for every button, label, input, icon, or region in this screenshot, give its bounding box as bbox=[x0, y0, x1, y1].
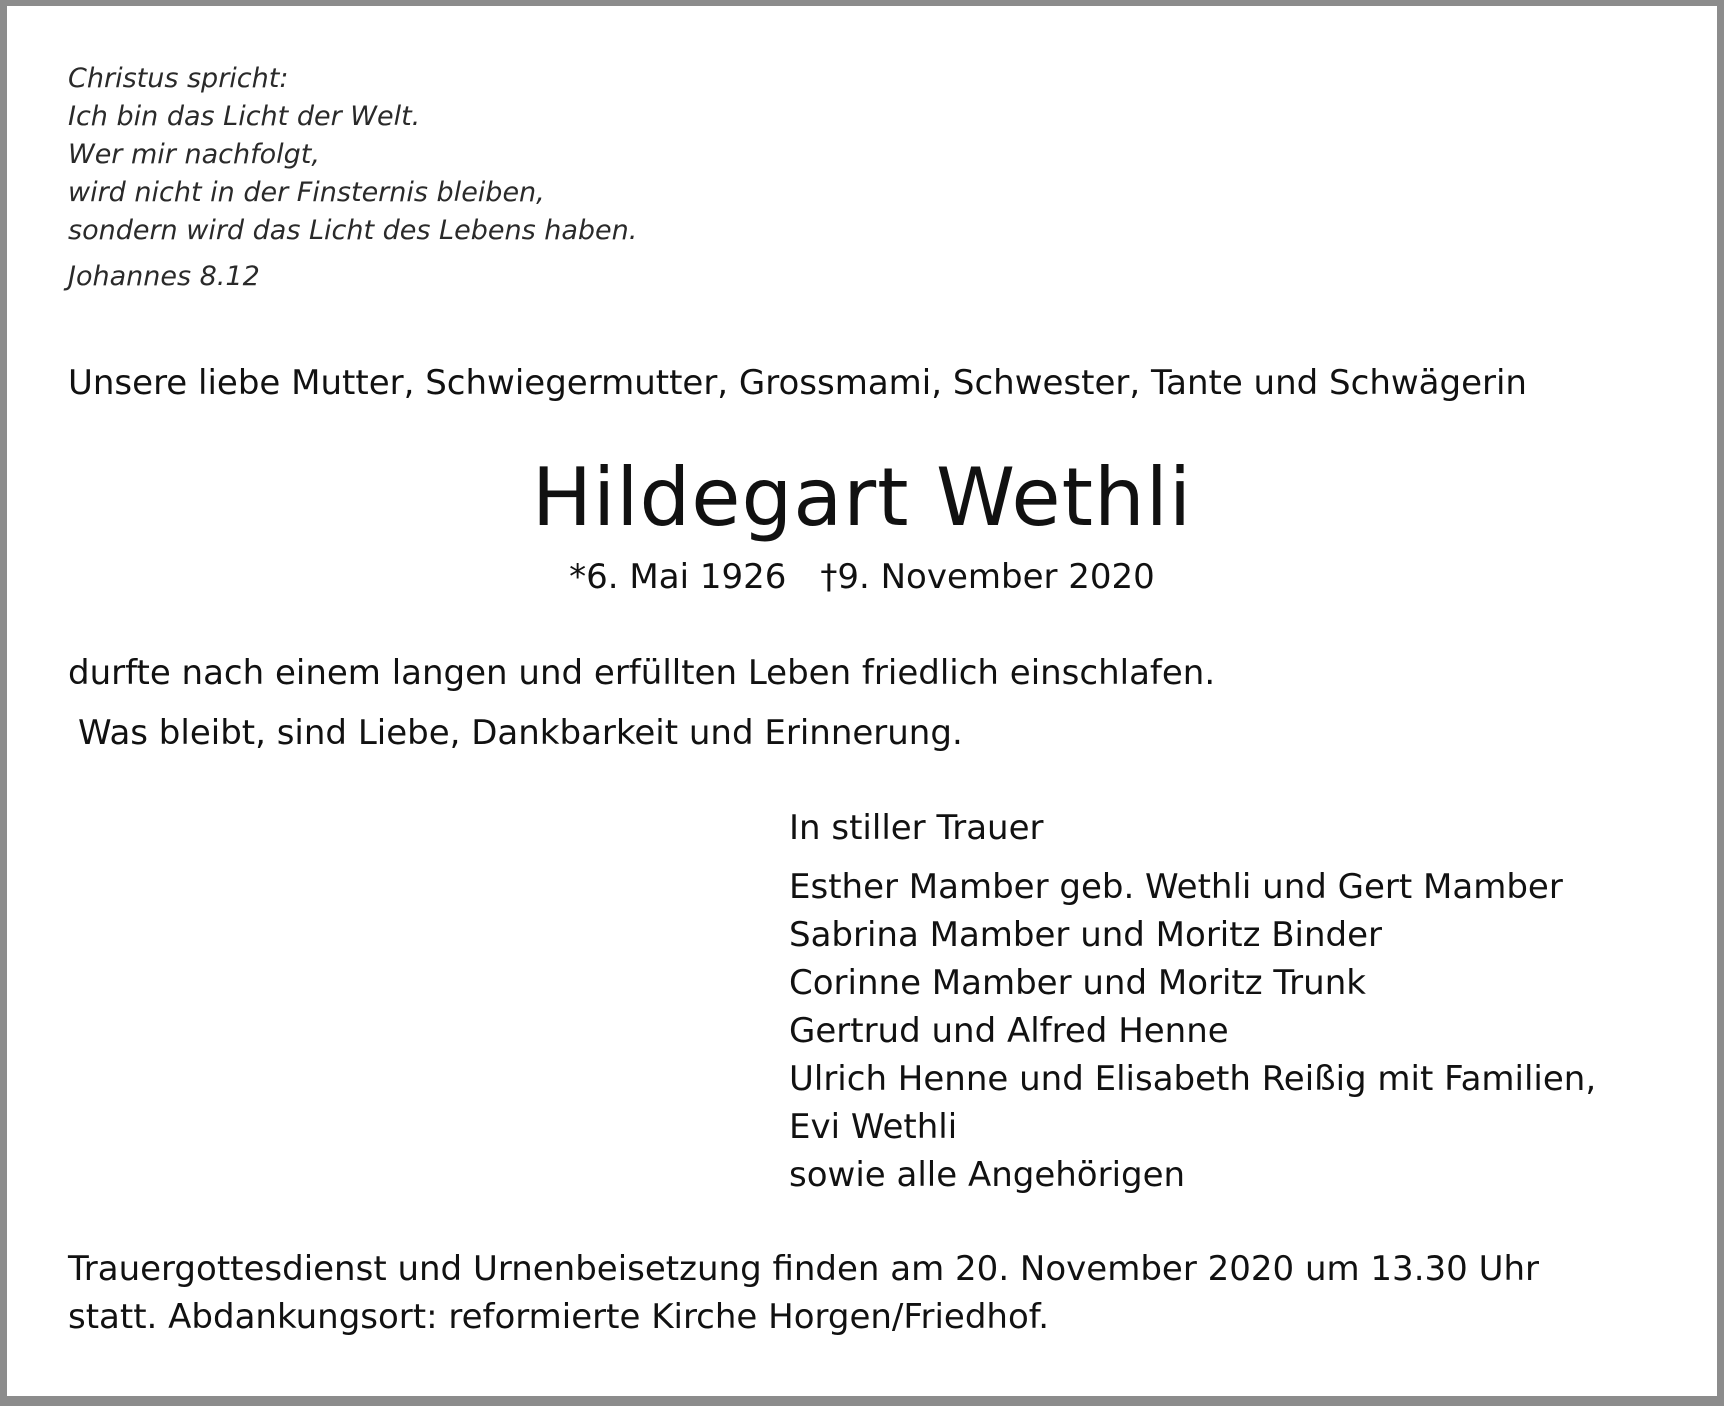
mourner-entry: Corinne Mamber und Moritz Trunk bbox=[789, 963, 1366, 1003]
quote-line: Christus spricht: bbox=[68, 63, 289, 94]
death-date: †9. November 2020 bbox=[820, 557, 1155, 597]
service-line: statt. Abdankungsort: reformierte Kirche Horgen/Friedhof. bbox=[68, 1297, 1050, 1337]
mourner-entry: Sabrina Mamber und Moritz Binder bbox=[789, 915, 1383, 955]
mourner-entry: Ulrich Henne und Elisabeth Reißig mit Familien, bbox=[789, 1059, 1597, 1099]
intro-text: Unsere liebe Mutter, Schwiegermutter, Grossmami, Schwester, Tante und Schwägerin bbox=[68, 363, 1527, 403]
bible-quote bbox=[68, 60, 637, 250]
mourner-entry: Evi Wethli bbox=[789, 1107, 958, 1147]
deceased-name: Hildegart Wethli bbox=[531, 451, 1193, 544]
mourner-entry: sowie alle Angehörigen bbox=[789, 1155, 1186, 1195]
quote-line: Ich bin das Licht der Welt. bbox=[68, 101, 421, 132]
life-dates bbox=[0, 555, 1724, 599]
service-info bbox=[68, 1245, 1539, 1341]
quote-line: Wer mir nachfolgt, bbox=[68, 139, 320, 170]
quote-reference: Johannes 8.12 bbox=[68, 261, 260, 292]
mourners-list bbox=[789, 863, 1596, 1199]
mourner-entry: Esther Mamber geb. Wethli und Gert Mamber bbox=[789, 867, 1563, 907]
quote-line: sondern wird das Licht des Lebens haben. bbox=[68, 215, 638, 246]
mourners-heading: In stiller Trauer bbox=[789, 808, 1044, 848]
quote-line: wird nicht in der Finsternis bleiben, bbox=[68, 177, 545, 208]
mourner-entry: Gertrud und Alfred Henne bbox=[789, 1011, 1229, 1051]
passing-text: durfte nach einem langen und erfüllten Leben friedlich einschlafen. bbox=[68, 653, 1216, 693]
service-line: Trauergottesdienst und Urnenbeisetzung finden am 20. November 2020 um 13.30 Uhr bbox=[68, 1249, 1539, 1289]
birth-date: *6. Mai 1926 bbox=[569, 557, 787, 597]
remember-text: Was bleibt, sind Liebe, Dankbarkeit und Erinnerung. bbox=[78, 713, 963, 753]
